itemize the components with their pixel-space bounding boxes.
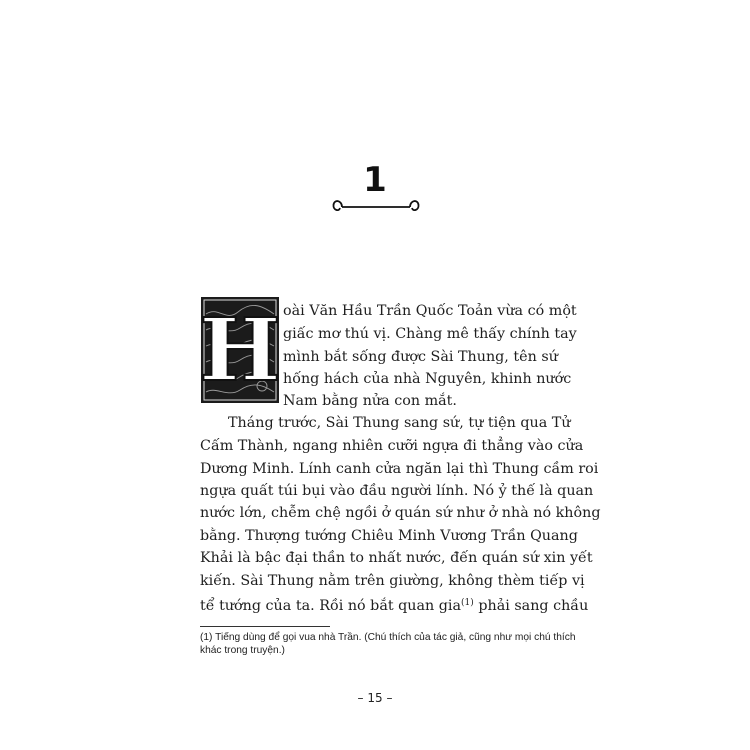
body-line: Khải là bậc đại thần to nhất nước, đến quán sứ xin yết [200, 550, 593, 566]
body-line: Nam bằng nửa con mắt. [283, 393, 457, 409]
footnote-line: (1) Tiếng dùng để gọi vua nhà Trần. (Chú thích của tác giả, cũng như mọi chú thích [200, 632, 576, 643]
body-line-text: phải sang chầu [478, 598, 589, 614]
page-number: – 15 – [357, 691, 393, 705]
drop-cap [200, 296, 280, 404]
body-line: mình bắt sống được Sài Thung, tên sứ [283, 349, 558, 365]
chapter-number: 1 [363, 160, 387, 200]
body-line-last [200, 594, 588, 615]
body-line: ngựa quất túi bụi vào đầu người lính. Nó ỷ thế là quan [200, 483, 594, 499]
footnote-line: khác trong truyện.) [200, 645, 285, 656]
body-line: bằng. Thượng tướng Chiêu Minh Vương Trần Quang [200, 528, 578, 544]
body-line: Tháng trước, Sài Thung sang sứ, tự tiện qua Tử [228, 415, 571, 431]
footnote [200, 631, 580, 657]
body-line: Cấm Thành, ngang nhiên cưỡi ngựa đi thẳng vào cửa [200, 438, 584, 454]
body-line: oài Văn Hầu Trần Quốc Toản vừa có một [283, 303, 577, 319]
chapter-ornament-icon [330, 196, 422, 218]
body-line: kiến. Sài Thung nằm trên giường, không thèm tiếp vị [200, 573, 585, 589]
body-line-text: tể tướng của ta. Rồi nó bắt quan gia [200, 598, 462, 614]
footnote-divider [200, 626, 330, 627]
body-line: Dương Minh. Lính canh cửa ngăn lại thì Thung cầm roi [200, 461, 599, 477]
drop-cap-letter: H [199, 299, 281, 401]
body-line: hống hách của nhà Nguyên, khinh nước [283, 371, 572, 387]
body-line: giấc mơ thú vị. Chàng mê thấy chính tay [283, 326, 577, 342]
footnote-reference[interactable]: (1) [461, 598, 474, 608]
body-line: nước lớn, chễm chệ ngồi ở quán sứ như ở nhà nó không [200, 505, 601, 521]
